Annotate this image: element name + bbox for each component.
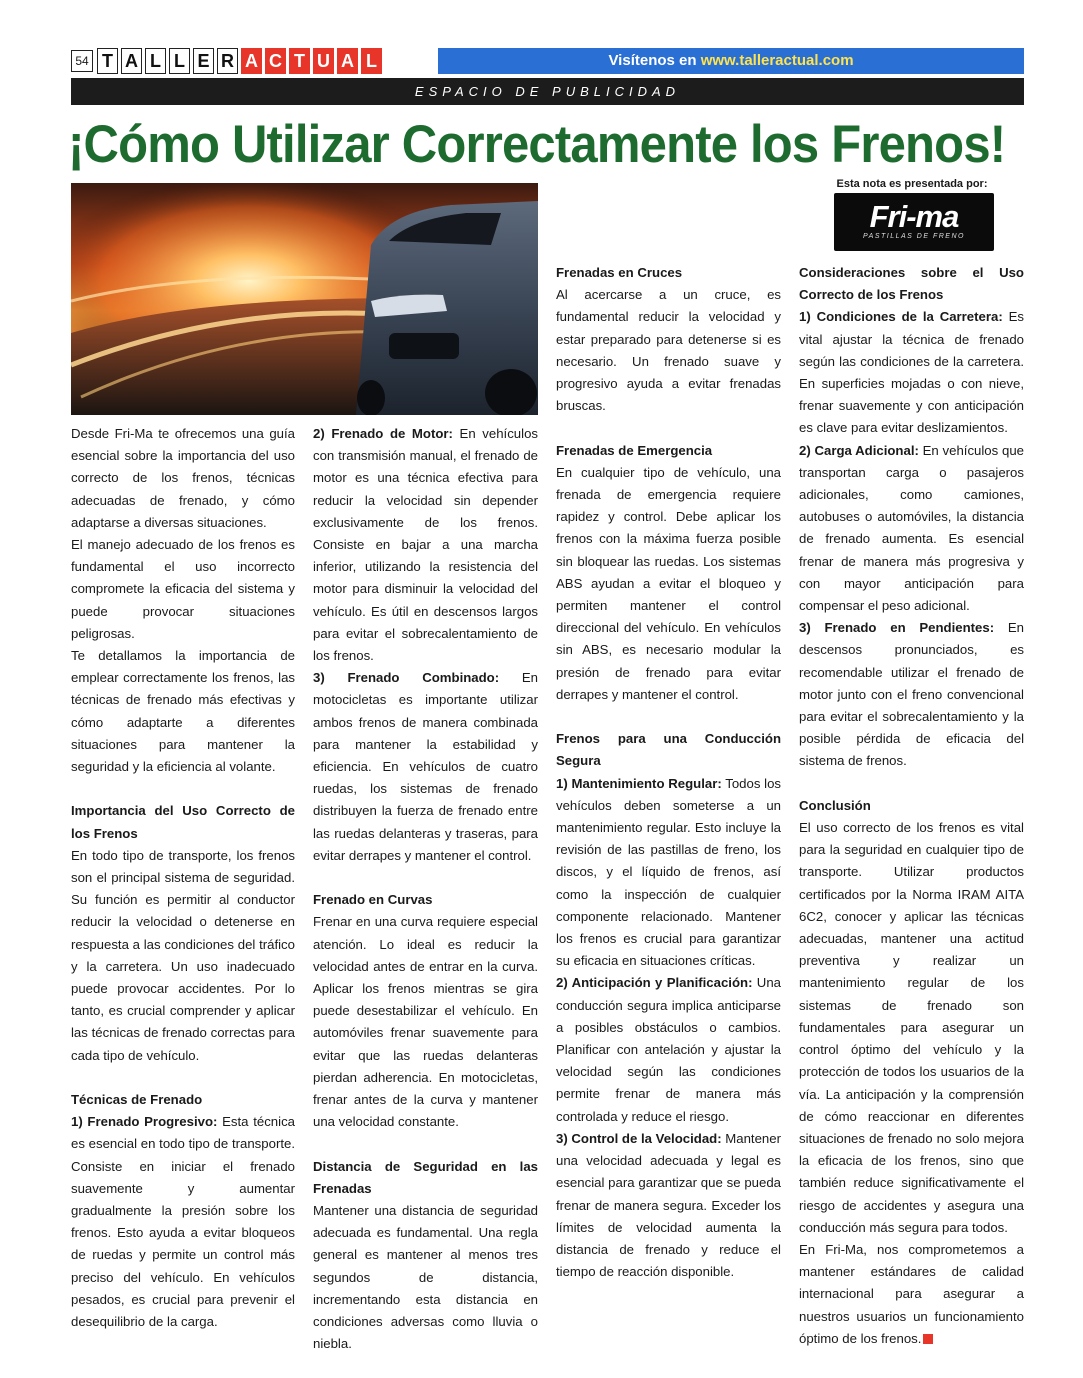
paragraph-text: En descensos pronunciados, es recomendable utilizar el frenado de motor junto con el freno convencional para evitar el sobrecalentamiento y la posible pérdida de eficacia del sistema de frenos. <box>799 620 1024 769</box>
section-heading: Frenado en Curvas <box>313 892 433 908</box>
section-heading: Técnicas de Frenado <box>71 1092 203 1108</box>
logo-letter: A <box>337 48 358 74</box>
paragraph <box>556 972 781 1127</box>
paragraph-text: Mantener una velocidad adecuada y legal es esencial para garantizar que se pueda frenar de manera segura. Exceder los límites de velocidad aumenta la distancia de frenado y reduce el tiempo de reacción disponible. <box>556 1130 781 1280</box>
frima-logo <box>834 193 994 251</box>
subheading: 2) Carga Adicional: <box>799 442 919 458</box>
hero-car-image <box>71 183 538 415</box>
logo-letter: L <box>361 48 382 74</box>
paragraph <box>313 667 538 867</box>
article-column-2 <box>313 423 538 1356</box>
sponsor-label: Esta nota es presentada por: <box>836 178 988 190</box>
paragraph-text: En motocicletas es importante utilizar ambos frenos de manera combinada para mantener la estabilidad y eficiencia. En vehículos de cuatro ruedas, los sistemas de frenado distribuyen la fuerza de frenado entre las ruedas delanteras y traseras, para evitar derrapes y mantener el control. <box>313 670 539 863</box>
paragraph-text: Todos los vehículos deben someterse a un mantenimiento regular. Esto incluye la revisión de las pastillas de freno, los discos, y el líquido de frenos, así como la inspección de cualquier componente relacionado. Mantener los frenos es crucial para garantizar su eficacia en situaciones críticas. <box>556 775 782 969</box>
paragraph: El manejo adecuado de los frenos es fundamental el uso incorrecto compromete la eficacia del sistema y puede provocar situaciones peligrosas. <box>71 537 295 641</box>
subheading: 1) Condiciones de la Carretera: <box>799 309 1003 325</box>
visit-prefix: Visítenos en <box>608 52 701 69</box>
section-heading: Distancia de Seguridad en las Frenadas <box>313 1158 538 1196</box>
article-title: ¡Cómo Utilizar Correctamente los Frenos! <box>68 115 1006 174</box>
logo-letter: C <box>265 48 286 74</box>
subheading: 2) Frenado de Motor: <box>313 426 453 441</box>
logo-letter: E <box>193 48 214 74</box>
visit-banner <box>438 48 1024 74</box>
page-number: 54 <box>71 50 93 72</box>
paragraph: Mantener una distancia de seguridad adecuada es fundamental. Una regla general es mantener al menos tres segundos de distancia, incrementando esta distancia en condiciones adversas como lluvia o niebla. <box>313 1203 538 1352</box>
paragraph-text: Es vital ajustar la técnica de frenado según las condiciones de la carretera. En superficies mojadas o con nieve, frenar suavemente y con anticipación es clave para evitar deslizamientos. <box>799 309 1024 436</box>
logo-letter: A <box>121 48 142 74</box>
paragraph: En cualquier tipo de vehículo, una frenada de emergencia requiere rapidez y control. Debe aplicar los frenos con la máxima fuerza posible sin bloquear las ruedas. Los sistemas ABS ayudan a evitar el bloqueo y permiten mantener el control direccional del vehículo. En vehículos sin ABS, es necesario modular la presión de frenado para evitar derrapes y mantener el control. <box>556 464 781 702</box>
paragraph: Al acercarse a un cruce, es fundamental reducir la velocidad y estar preparado para detenerse si es necesario. Un frenado suave y progresivo ayuda a evitar frenadas bruscas. <box>556 287 781 414</box>
logo-tagline: PASTILLAS DE FRENO <box>863 233 965 240</box>
subheading: 3) Frenado Combinado: <box>313 670 500 686</box>
paragraph <box>799 306 1024 439</box>
paragraph <box>71 1111 295 1333</box>
paragraph: Te detallamos la importancia de emplear correctamente los frenos, las técnicas de frenado más efectivas y cómo adaptarte a diferentes situaciones para mantener la seguridad y la eficiencia al volante. <box>71 648 295 775</box>
logo-letter: L <box>169 48 190 74</box>
section-heading: Consideraciones sobre el Uso Correcto de los Frenos <box>799 265 1024 303</box>
paragraph <box>799 440 1024 618</box>
section-heading: Frenadas en Cruces <box>556 265 683 280</box>
paragraph <box>799 1239 1024 1350</box>
subheading: 3) Control de la Velocidad: <box>556 1130 722 1146</box>
logo-letter: U <box>313 48 334 74</box>
paragraph-text: Una conducción segura implica anticiparse a posibles obstáculos o cambios. Planificar con antelación y ajustar la velocidad según las condiciones permite frenar de manera más controlada y reduce el riesgo. <box>556 975 782 1124</box>
paragraph <box>799 617 1024 772</box>
paragraph <box>556 1128 781 1283</box>
paragraph: Desde Fri-Ma te ofrecemos una guía esencial sobre la importancia del uso correcto de los frenos, técnicas adecuadas de frenado, y cómo adaptarse a diversas situaciones. <box>71 426 295 530</box>
website-link[interactable]: www.talleractual.com <box>700 52 854 69</box>
subheading: 1) Frenado Progresivo: <box>71 1114 218 1130</box>
paragraph-text: En vehículos con transmisión manual, el frenado de motor es una técnica efectiva para reducir la velocidad sin depender exclusivamente de los frenos. Consiste en bajar a una marcha inferior, utilizando la resistencia del motor para disminuir la velocidad del vehículo. Es útil en descensos largos para evitar el sobrecalentamiento de los frenos. <box>313 426 538 664</box>
paragraph-text: En vehículos que transportan carga o pasajeros adicionales, como camiones, autobuses o automóviles, la distancia de frenado aumenta. Es esencial frenar de manera más progresiva y con mayor anticipación para compensar el peso adicional. <box>799 442 1024 614</box>
end-mark-icon <box>923 1334 933 1344</box>
section-heading: Frenos para una Conducción Segura <box>556 731 781 769</box>
paragraph: El uso correcto de los frenos es vital para la seguridad en cualquier tipo de transporte. Utilizar productos certificados por la Norma IRAM AITA 6C2, conocer y aplicar las técnicas adecuadas, mantener una actitud preventiva y realizar un mantenimiento regular de los sistemas de frenado son fundamentales para asegurar un control óptimo del vehículo y la protección de todos los usuarios de la vía. La anticipación y la comprensión de cómo reaccionar en diferentes situaciones de frenado no solo mejora la eficacia de los frenos, sino que también reduce significativamente el riesgo de accidentes y asegura una conducción más segura para todos. <box>799 820 1024 1235</box>
paragraph <box>556 773 781 973</box>
paragraph: En todo tipo de transporte, los frenos son el principal sistema de seguridad. Su función es permitir al conductor reducir la velocidad o detenerse en respuesta a las condiciones del tráfico y la carretera. Un uso inadecuado puede provocar accidentes. Por lo tanto, es crucial comprender y aplicar las técnicas de frenado correctas para cada tipo de vehículo. <box>71 847 295 1063</box>
logo-letter: T <box>289 48 310 74</box>
paragraph: Frenar en una curva requiere especial atención. Lo ideal es reducir la velocidad antes de entrar en la curva. Aplicar los frenos mientras se gira puede desestabilizar el vehículo. En automóviles frenar suavemente para evitar que las ruedas delanteras pierdan adherencia. En motocicletas, frenar antes de la curva y mantener una velocidad constante. <box>313 914 538 1130</box>
logo-letter: T <box>97 48 118 74</box>
section-heading: Conclusión <box>799 797 871 813</box>
subheading: 3) Frenado en Pendientes: <box>799 620 995 636</box>
paragraph-text: Esta técnica es esencial en todo tipo de transporte. Consiste en iniciar el frenado suavemente y aumentar gradualmente la presión sobre los frenos. Esto ayuda a evitar bloqueos de ruedas y permite un control más preciso del vehículo. En vehículos pesados, es crucial para prevenir el desequilibrio de la carga. <box>71 1114 295 1330</box>
logo-letter: A <box>241 48 262 74</box>
paragraph <box>313 423 538 667</box>
logo-wordmark: Fri-ma <box>869 199 959 234</box>
article-column-1 <box>71 423 295 1333</box>
section-heading: Frenadas de Emergencia <box>556 442 713 458</box>
subheading: 2) Anticipación y Planificación: <box>556 975 753 991</box>
section-label: ESPACIO DE PUBLICIDAD <box>71 78 1024 105</box>
paragraph-text: En Fri-Ma, nos comprometemos a mantener estándares de calidad internacional para asegurar a nuestros usuarios un funcionamiento óptimo de los frenos. <box>799 1241 1024 1346</box>
article-column-3 <box>556 262 781 1283</box>
section-heading: Importancia del Uso Correcto de los Frenos <box>71 803 295 841</box>
magazine-logo <box>97 48 382 74</box>
logo-letter: R <box>217 48 238 74</box>
subheading: 1) Mantenimiento Regular: <box>556 775 722 791</box>
article-column-4 <box>799 262 1024 1350</box>
logo-letter: L <box>145 48 166 74</box>
